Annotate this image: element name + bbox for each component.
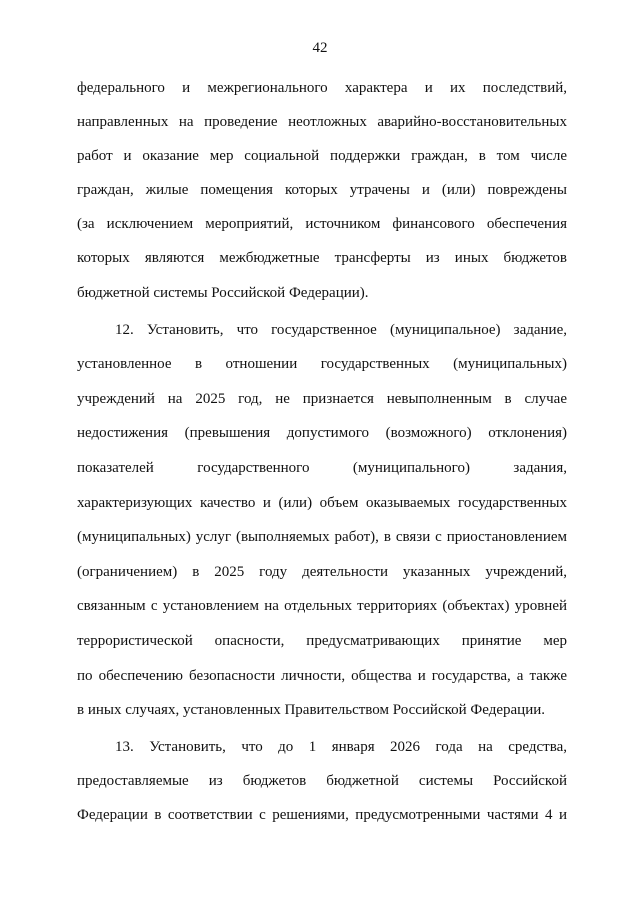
text-line: Федерации в соответствии с решениями, предусмотренными частями 4 и [77,807,567,823]
text-line: недостижения (превышения допустимого (возможного) отклонения) [77,425,567,441]
text-line: в иных случаях, установленных Правительством Российской Федерации. [77,702,546,718]
text-line: связанным с установлением на отдельных территориях (объектах) уровней [77,598,567,614]
text-line: работ и оказание мер социальной поддержки граждан, в том числе [77,148,567,164]
text-line: (за исключением мероприятий, источником финансового обеспечения [77,216,567,232]
paragraph-start-line: 12. Установить, что государственное (муниципальное) задание, [115,322,567,338]
text-line: федерального и межрегионального характера и их последствий, [77,80,567,96]
text-line: по обеспечению безопасности личности, общества и государства, а также [77,668,567,684]
text-line: направленных на проведение неотложных аварийно-восстановительных [77,114,567,130]
text-line: бюджетной системы Российской Федерации). [77,285,369,301]
text-line: террористической опасности, предусматривающих принятие мер [77,633,567,649]
text-line: (муниципальных) услуг (выполняемых работ), в связи с приостановлением [77,529,567,545]
page-number: 42 [312,40,328,56]
text-line: характеризующих качество и (или) объем оказываемых государственных [77,495,567,511]
text-line: (ограничением) в 2025 году деятельности указанных учреждений, [77,564,567,580]
paragraph-start-line: 13. Установить, что до 1 января 2026 года на средства, [115,739,567,755]
text-line: установленное в отношении государственных (муниципальных) [77,356,567,372]
text-line: предоставляемые из бюджетов бюджетной системы Российской [77,773,567,789]
text-line: учреждений на 2025 год, не признается невыполненным в случае [77,391,567,407]
text-line: показателей государственного (муниципального) задания, [77,460,567,476]
text-line: которых являются межбюджетные трансферты из иных бюджетов [77,250,567,266]
text-line: граждан, жилые помещения которых утрачены и (или) повреждены [77,182,567,198]
